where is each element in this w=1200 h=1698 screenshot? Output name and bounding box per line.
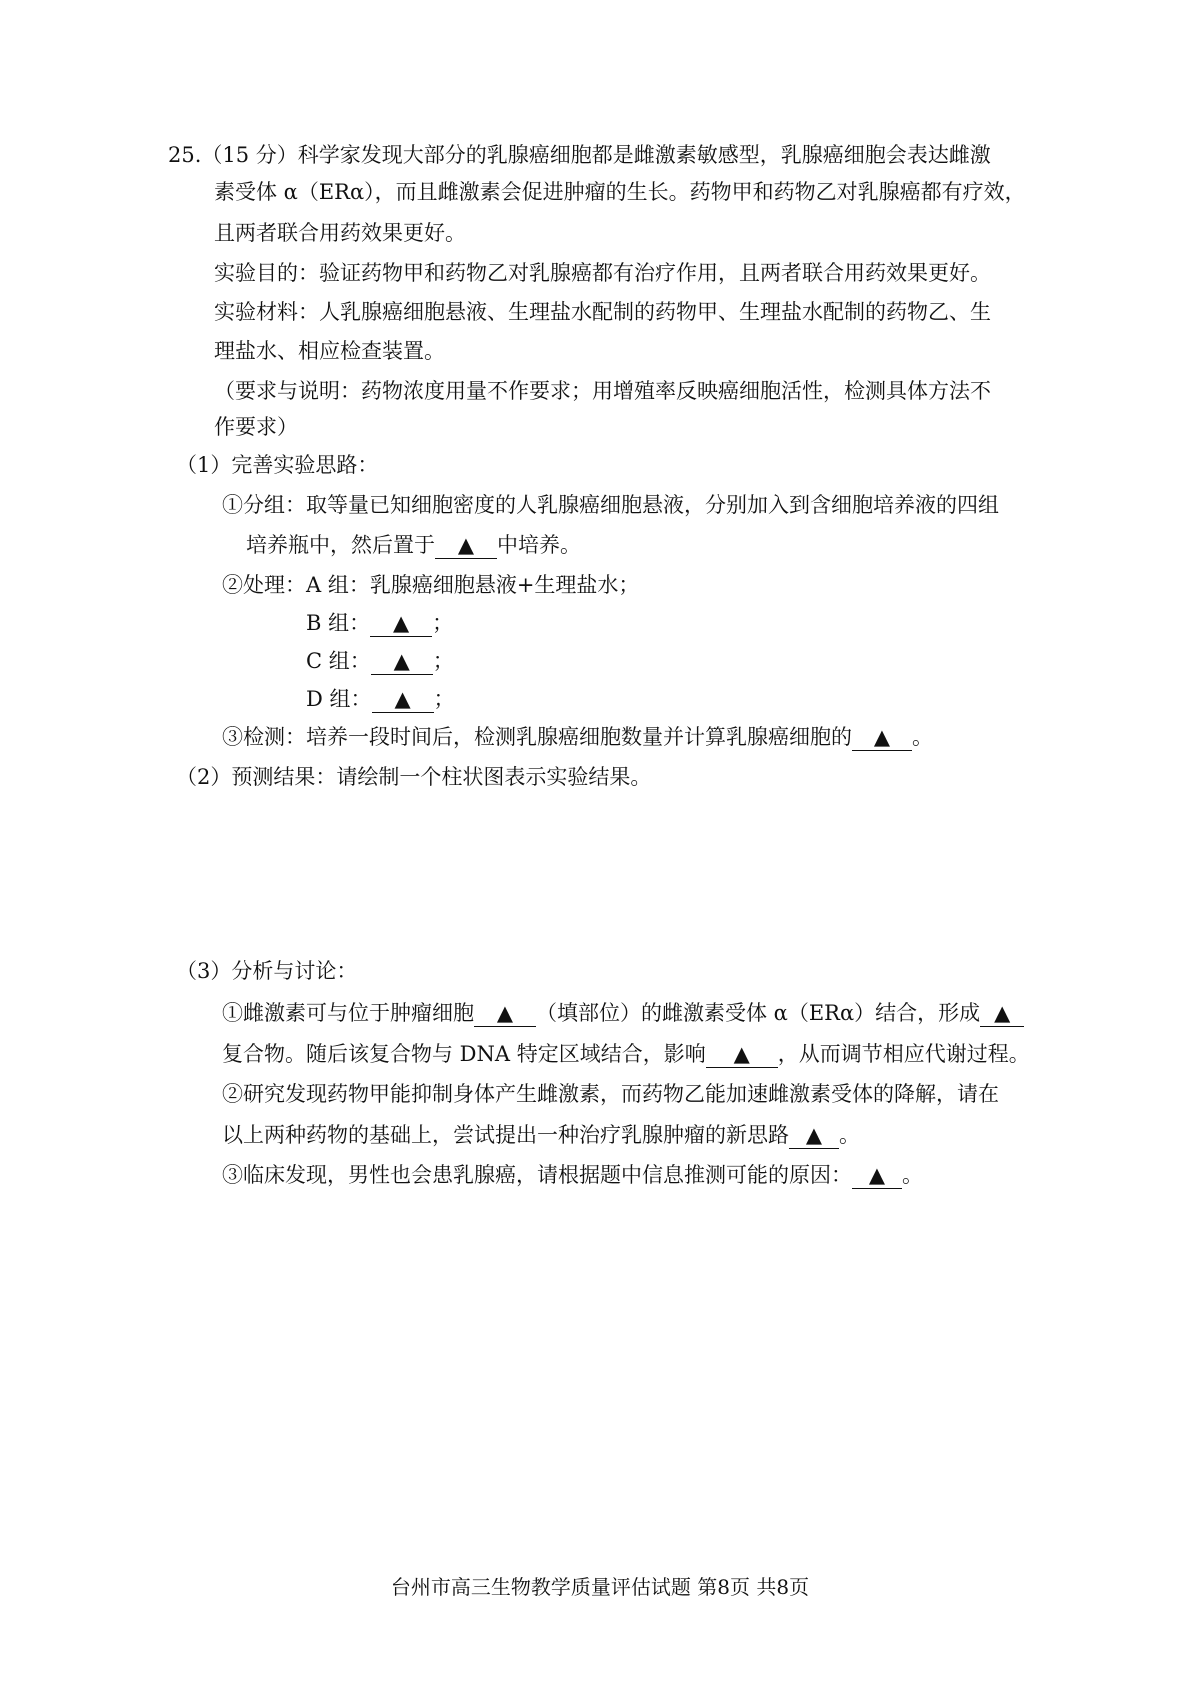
answer-blank-group-b[interactable]: ▲ xyxy=(370,610,432,637)
part1-title: （1）完善实验思路： xyxy=(176,453,379,477)
part1-step1-line1: ①分组：取等量已知细胞密度的人乳腺癌细胞悬液，分别加入到含细胞培养液的四组 xyxy=(222,493,999,517)
group-d-semicolon: ； xyxy=(433,687,455,711)
bar-chart-answer-area[interactable] xyxy=(214,800,1014,950)
group-b-label: B 组： xyxy=(306,611,371,635)
answer-blank-gene-expression[interactable]: ▲ xyxy=(706,1041,778,1068)
group-b-semicolon: ； xyxy=(432,611,454,635)
q1-line2-prefix: 复合物。随后该复合物与 DNA 特定区域结合，影响 xyxy=(222,1042,706,1066)
experiment-materials-line1: 实验材料：人乳腺癌细胞悬液、生理盐水配制的药物甲、生理盐水配制的药物乙、生 xyxy=(214,300,991,324)
answer-blank-detection[interactable]: ▲ xyxy=(852,724,912,751)
q1-line2-suffix: ，从而调节相应代谢过程。 xyxy=(777,1042,1030,1066)
question-intro-line1: 25.（15 分）科学家发现大部分的乳腺癌细胞都是雌激素敏感型，乳腺癌细胞会表达雌激 xyxy=(168,143,991,167)
answer-blank-male-cause[interactable]: ▲ xyxy=(852,1162,902,1189)
step3-suffix: 。 xyxy=(912,725,933,749)
question-intro-line3: 且两者联合用药效果更好。 xyxy=(214,221,466,245)
answer-blank-new-idea[interactable]: ▲ xyxy=(789,1122,839,1149)
part3-q2-line2 xyxy=(222,1120,860,1150)
step1-line2-suffix: 中培养。 xyxy=(497,533,581,557)
group-c-semicolon: ； xyxy=(432,649,454,673)
part3-q3 xyxy=(222,1160,923,1190)
experiment-purpose: 实验目的：验证药物甲和药物乙对乳腺癌都有治疗作用，且两者联合用药效果更好。 xyxy=(214,261,991,285)
group-c-label: C 组： xyxy=(306,649,371,673)
part1-step3 xyxy=(222,722,933,752)
requirements-line1: （要求与说明：药物浓度用量不作要求；用增殖率反映癌细胞活性，检测具体方法不 xyxy=(214,379,991,403)
q1-line1-prefix: ①雌激素可与位于肿瘤细胞 xyxy=(222,1001,474,1025)
step3-prefix: ③检测：培养一段时间后，检测乳腺癌细胞数量并计算乳腺癌细胞的 xyxy=(222,725,852,749)
part3-q2-line1: ②研究发现药物甲能抑制身体产生雌激素，而药物乙能加速雌激素受体的降解，请在 xyxy=(222,1082,999,1106)
group-d-label: D 组： xyxy=(306,687,372,711)
part3-title: （3）分析与讨论： xyxy=(176,959,358,983)
answer-blank-receptor-location[interactable]: ▲ xyxy=(474,1000,536,1027)
part3-q1-line1 xyxy=(222,998,1024,1028)
part2-title: （2）预测结果：请绘制一个柱状图表示实验结果。 xyxy=(176,765,652,789)
q3-suffix: 。 xyxy=(902,1163,923,1187)
group-d-line xyxy=(306,684,455,714)
group-b-line xyxy=(306,608,453,638)
requirements-line2: 作要求） xyxy=(214,415,298,439)
question-intro-line2: 素受体 α（ERα），而且雌激素会促进肿瘤的生长。药物甲和药物乙对乳腺癌都有疗效， xyxy=(214,180,1026,204)
answer-blank-culture-condition[interactable]: ▲ xyxy=(435,532,497,559)
answer-blank-group-d[interactable]: ▲ xyxy=(372,686,434,713)
part1-step1-line2 xyxy=(246,530,581,560)
step1-line2-prefix: 培养瓶中，然后置于 xyxy=(246,533,435,557)
part1-step2: ②处理：A 组：乳腺癌细胞悬液+生理盐水； xyxy=(222,573,640,597)
page-footer: 台州市高三生物教学质量评估试题 第8页 共8页 xyxy=(390,1575,810,1599)
q1-line1-middle: （填部位）的雌激素受体 α（ERα）结合，形成 xyxy=(536,1001,981,1025)
answer-blank-group-c[interactable]: ▲ xyxy=(371,648,433,675)
answer-blank-complex[interactable]: ▲ xyxy=(980,1000,1024,1027)
q2-line2-suffix: 。 xyxy=(839,1123,860,1147)
q3-prefix: ③临床发现，男性也会患乳腺癌，请根据题中信息推测可能的原因： xyxy=(222,1163,852,1187)
part3-q1-line2 xyxy=(222,1039,1030,1069)
q2-line2-prefix: 以上两种药物的基础上，尝试提出一种治疗乳腺肿瘤的新思路 xyxy=(222,1123,789,1147)
group-c-line xyxy=(306,646,454,676)
experiment-materials-line2: 理盐水、相应检查装置。 xyxy=(214,339,445,363)
